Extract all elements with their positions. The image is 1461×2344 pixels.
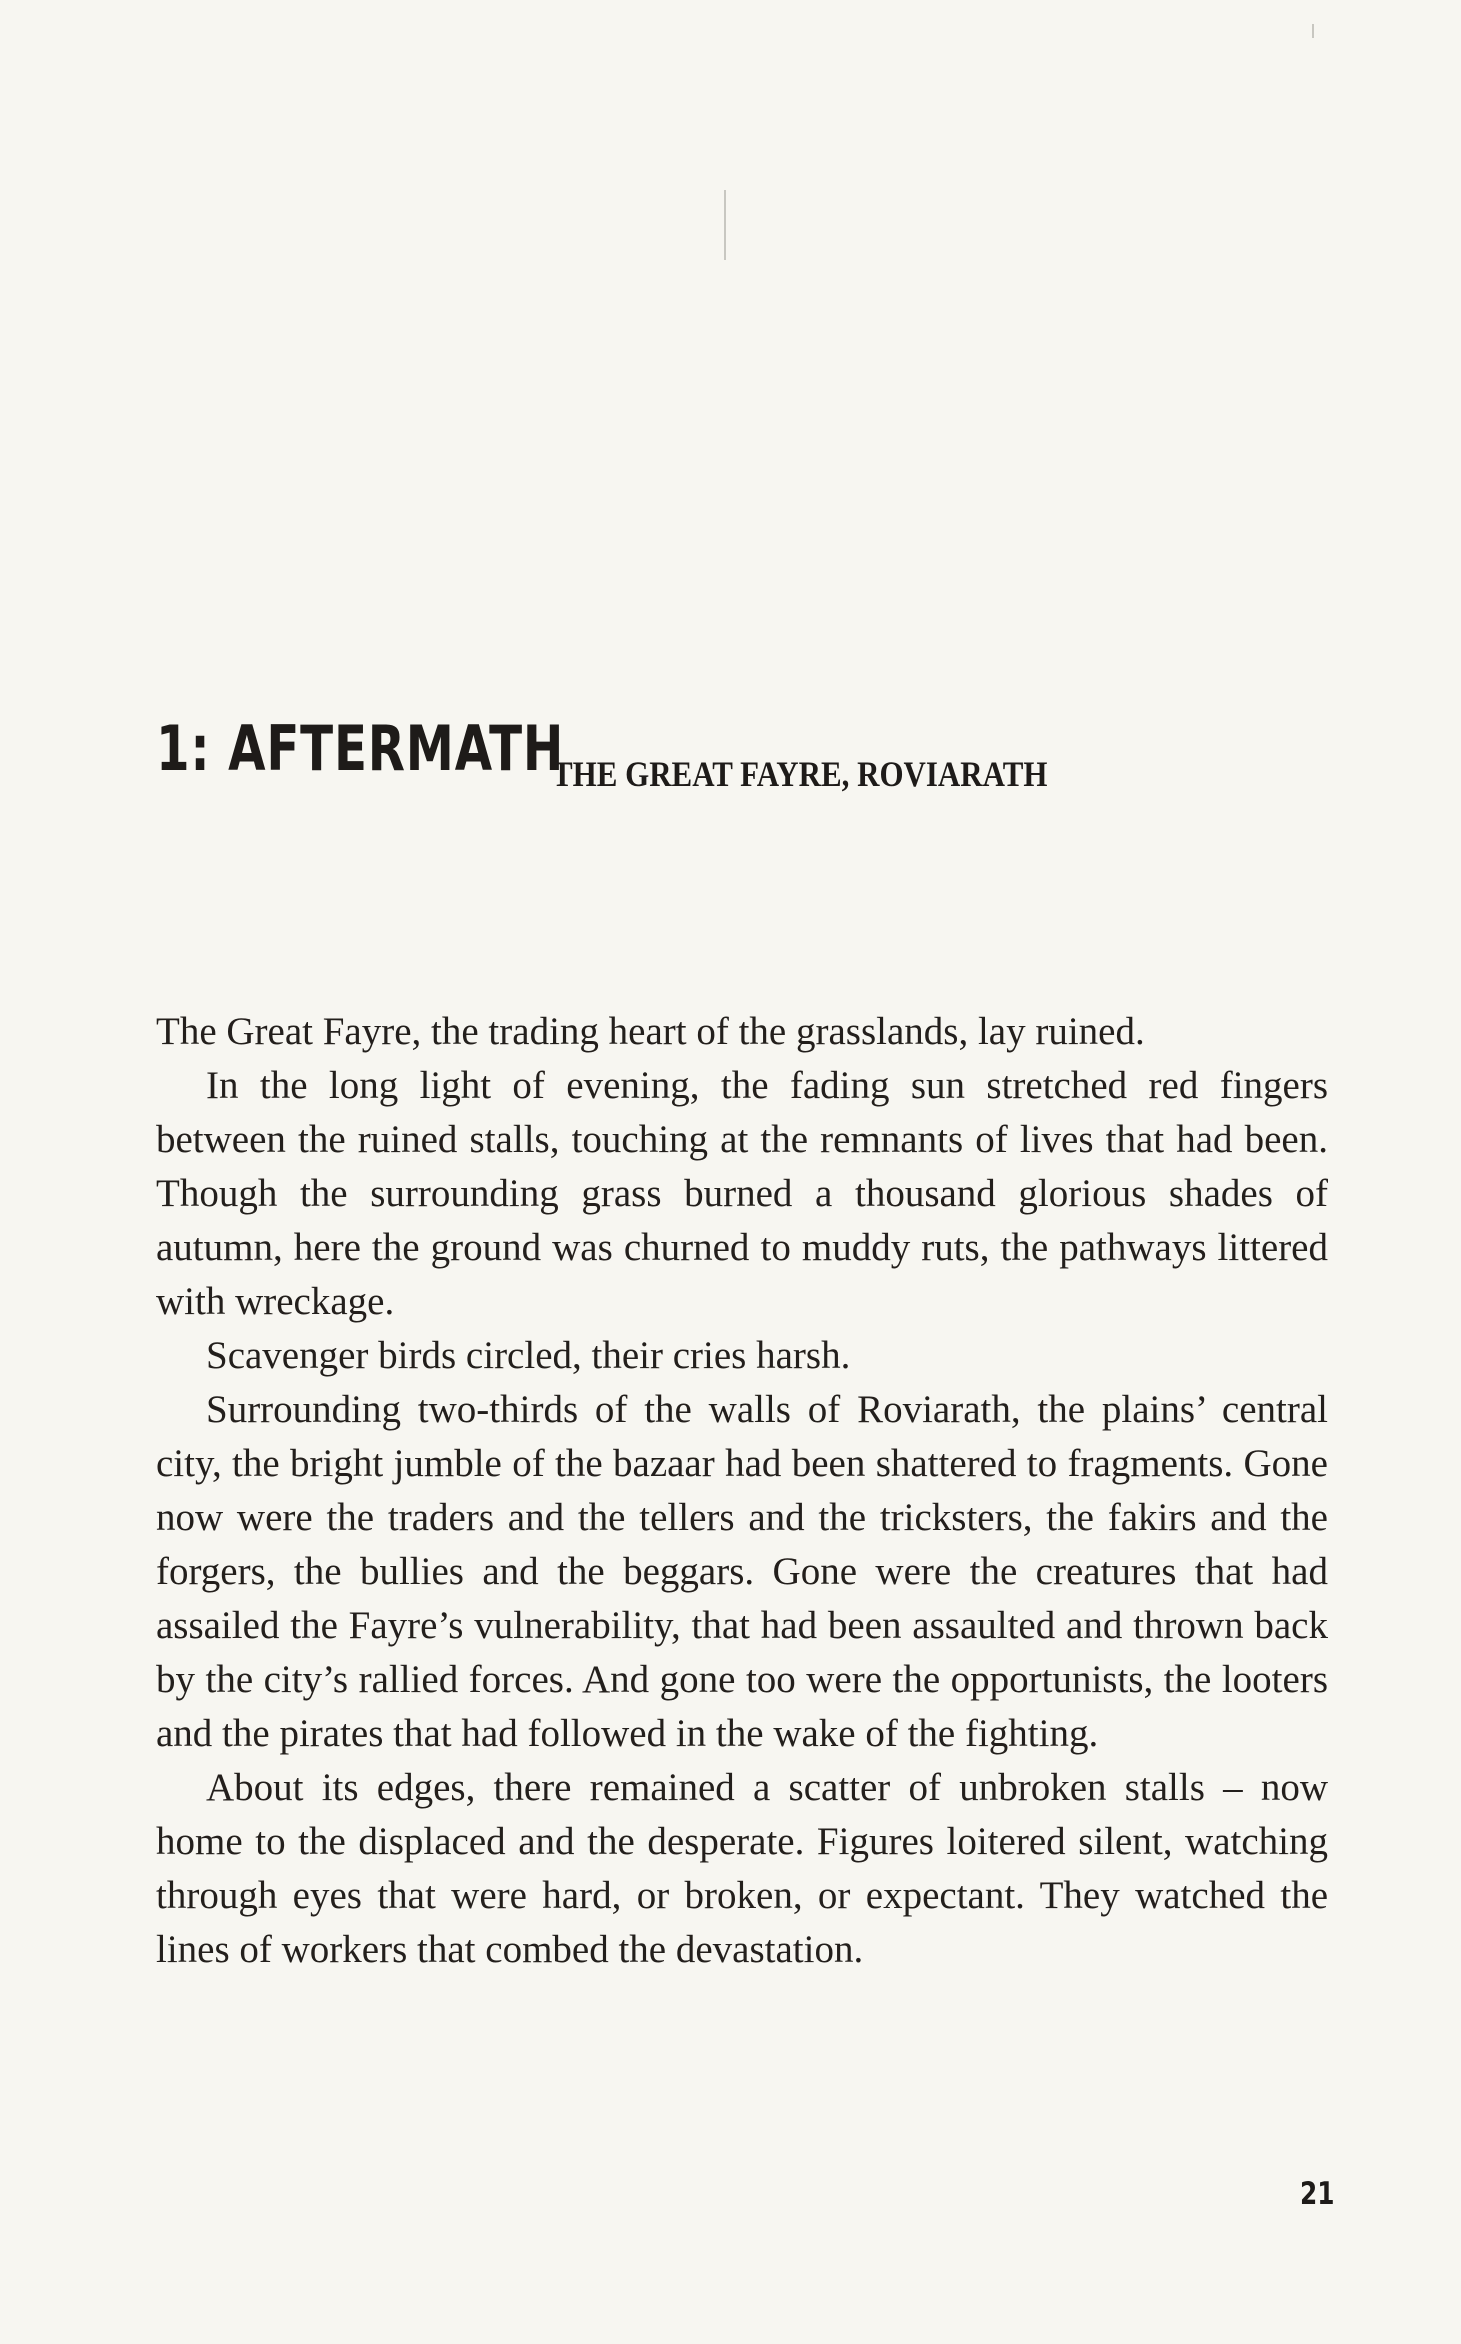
scan-mark xyxy=(724,190,726,260)
paragraph: The Great Fayre, the trading heart of the grasslands, lay ruined. xyxy=(156,1010,1145,1053)
chapter-heading xyxy=(156,712,1048,794)
chapter-title: 1: AFTERMATH xyxy=(156,712,565,785)
paragraph: Scavenger birds circled, their cries harsh. xyxy=(206,1334,851,1377)
paragraph: About its edges, there remained a scatter of unbroken stalls – now home to the displaced and the desperate. Figures loitered silent, watching through eyes that were hard, or broken, or expectant. They watched the lines of workers that combed the devastation. xyxy=(156,1766,1328,1971)
chapter-location: THE GREAT FAYRE, ROVIARATH xyxy=(552,754,1048,794)
paragraph: Surrounding two-thirds of the walls of Roviarath, the plains’ central city, the bright jumble of the bazaar had been shattered to fragments. Gone now were the traders and the tellers and the tricksters, the fakirs and the forgers, the bullies and the beggars. Gone were the creatures that had assailed the Fayre’s vulnerability, that had been assaulted and thrown back by the city’s rallied forces. And gone too were the opportunists, the looters and the pirates that had followed in the wake of the fighting. xyxy=(156,1388,1328,1755)
body-text xyxy=(156,1005,1328,1977)
scan-mark xyxy=(1312,24,1314,38)
paragraph: In the long light of evening, the fading sun stretched red fingers between the ruined stalls, touching at the remnants of lives that had been. Though the surrounding grass burned a thousand glorious shades of autumn, here the ground was churned to muddy ruts, the pathways littered with wreckage. xyxy=(156,1064,1328,1323)
page-number: 21 xyxy=(1300,2176,1335,2212)
